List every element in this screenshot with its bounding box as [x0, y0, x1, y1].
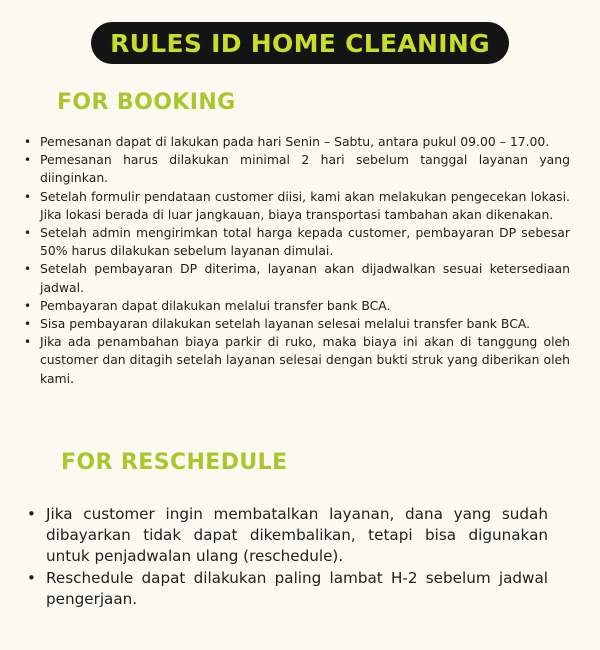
reschedule-rules-list: [26, 504, 548, 610]
bullet-icon: •: [24, 135, 32, 149]
bullet-icon: •: [24, 317, 32, 332]
booking-rule-text: Pembayaran dapat dilakukan melalui transfer bank BCA.: [40, 297, 391, 313]
booking-rule-text: Setelah formulir pendataan customer diisi, kami akan melakukan pengecekan lokasi. Jika lokasi berada di luar jangkauan, biaya transportasi tambahan akan dikenakan.: [40, 188, 570, 222]
list-item: [22, 188, 570, 224]
booking-rule-text: Jika ada penambahan biaya parkir di ruko, maka biaya ini akan di tanggung oleh customer dan ditagih setelah layanan selesai dengan bukti struk yang diberikan oleh kami.: [40, 334, 570, 386]
bullet-icon: •: [27, 505, 36, 523]
booking-rule-text: Setelah pembayaran DP diterima, layanan akan dijadwalkan sesuai ketersediaan jadwal.: [40, 261, 570, 295]
reschedule-heading: FOR RESCHEDULE: [61, 450, 288, 475]
booking-rule-text: Sisa pembayaran dilakukan setelah layanan selesai melalui transfer bank BCA.: [40, 316, 531, 332]
list-item: [26, 504, 548, 568]
booking-rules-list: [22, 133, 570, 388]
bullet-icon: •: [24, 262, 32, 277]
list-item: [22, 151, 570, 187]
booking-rule-text: Pemesanan dapat di lakukan pada hari Senin – Sabtu, antara pukul 09.00 – 17.00.: [40, 134, 550, 149]
bullet-icon: •: [24, 226, 32, 241]
list-item: [22, 315, 570, 333]
reschedule-rule-text: Jika customer ingin membatalkan layanan, dana yang sudah dibayarkan tidak dapat dikembalikan, tetapi bisa digunakan untuk penjadwalan ulang (reschedule).: [46, 505, 548, 566]
reschedule-rule-text: Reschedule dapat dilakukan paling lambat H-2 sebelum jadwal pengerjaan.: [46, 568, 548, 608]
list-item: [22, 333, 570, 388]
bullet-icon: •: [27, 568, 36, 587]
bullet-icon: •: [24, 298, 32, 313]
bullet-icon: •: [24, 189, 32, 204]
bullet-icon: •: [24, 335, 32, 350]
list-item: [22, 297, 570, 315]
list-item: [22, 224, 570, 260]
list-item: [22, 133, 570, 151]
bullet-icon: •: [24, 153, 32, 168]
list-item: [22, 260, 570, 296]
booking-rule-text: Setelah admin mengirimkan total harga kepada customer, pembayaran DP sebesar 50% harus dilakukan sebelum layanan dimulai.: [40, 225, 570, 259]
title-banner: [91, 22, 509, 64]
booking-rule-text: Pemesanan harus dilakukan minimal 2 hari sebelum tanggal layanan yang diinginkan.: [40, 152, 570, 186]
booking-heading: FOR BOOKING: [57, 90, 236, 115]
list-item: [26, 568, 548, 610]
page-title: RULES ID HOME CLEANING: [110, 28, 490, 58]
